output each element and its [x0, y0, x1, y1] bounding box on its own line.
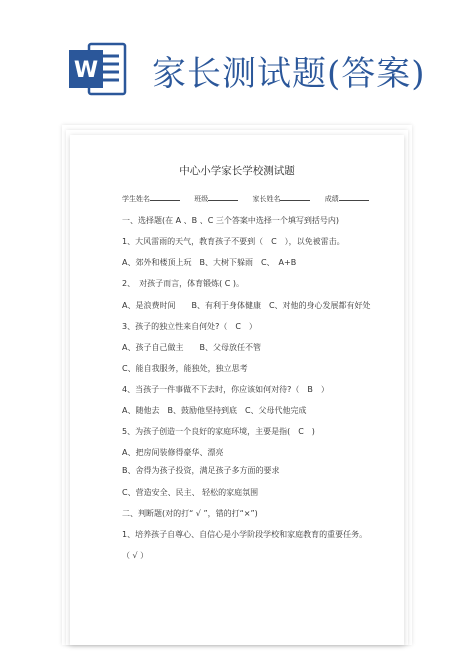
class-label: 班级: [194, 195, 209, 203]
options-line: A、郊外和楼顶上玩 B、大树下躲雨 C、 A+B: [122, 258, 297, 267]
options-line: A、孩子自己做主 B、父母放任不管: [122, 343, 261, 352]
document-page: [70, 135, 404, 645]
options-line: A、随他去 B、鼓励他坚持到底 C、父母代他完成: [122, 406, 307, 415]
section-heading: 二、判断题(对的打“ √ ”，错的打“×”): [122, 509, 258, 518]
student-name-blank: [150, 193, 180, 201]
parent-name-label: 家长姓名: [252, 195, 281, 203]
word-document-icon: [67, 38, 129, 100]
page-title: 家长测试题(答案): [152, 54, 426, 94]
question-line: 2、 对孩子而言，体育锻炼( C )。: [122, 279, 245, 288]
svg-text:W: W: [73, 58, 99, 83]
score-blank: [339, 193, 369, 201]
student-info-row: [122, 193, 381, 204]
score-label: 成绩: [324, 195, 339, 203]
answer-line: （ √ ）: [122, 551, 149, 560]
question-line: 4、当孩子一件事做不下去时，你应该如何对待?（ B ）: [122, 385, 329, 394]
section-heading: 一、选择题(在 A 、B 、C 三个答案中选择一个填写到括号内): [122, 216, 339, 225]
options-line: A、把房间装修得豪华、漂亮: [122, 448, 224, 457]
document-title: 中心小学家长学校测试题: [179, 165, 295, 177]
question-line: 3、孩子的独立性来自何处?（ C ）: [122, 322, 257, 331]
options-line: A、是浪费时间 B、有利于身体健康 C、对他的身心发展都有好处: [122, 301, 371, 310]
header-banner: [0, 0, 474, 118]
options-line: C、能自我服务，能独处，独立思考: [122, 364, 248, 373]
question-line: 5、为孩子创造一个良好的家庭环境，主要是指( C ): [122, 427, 315, 436]
question-line: 1、大风雷雨的天气，教育孩子不要到（ C ），以免被雷击。: [122, 237, 345, 246]
class-blank: [208, 193, 238, 201]
student-name-label: 学生姓名: [122, 195, 150, 203]
question-line: 1、培养孩子自尊心、自信心是小学阶段学校和家庭教育的重要任务。: [122, 530, 368, 539]
parent-name-blank: [280, 193, 310, 201]
options-line: C、营造安全、民主、 轻松的家庭氛围: [122, 488, 259, 497]
options-line: B、舍得为孩子投资，满足孩子多方面的要求: [122, 466, 280, 475]
